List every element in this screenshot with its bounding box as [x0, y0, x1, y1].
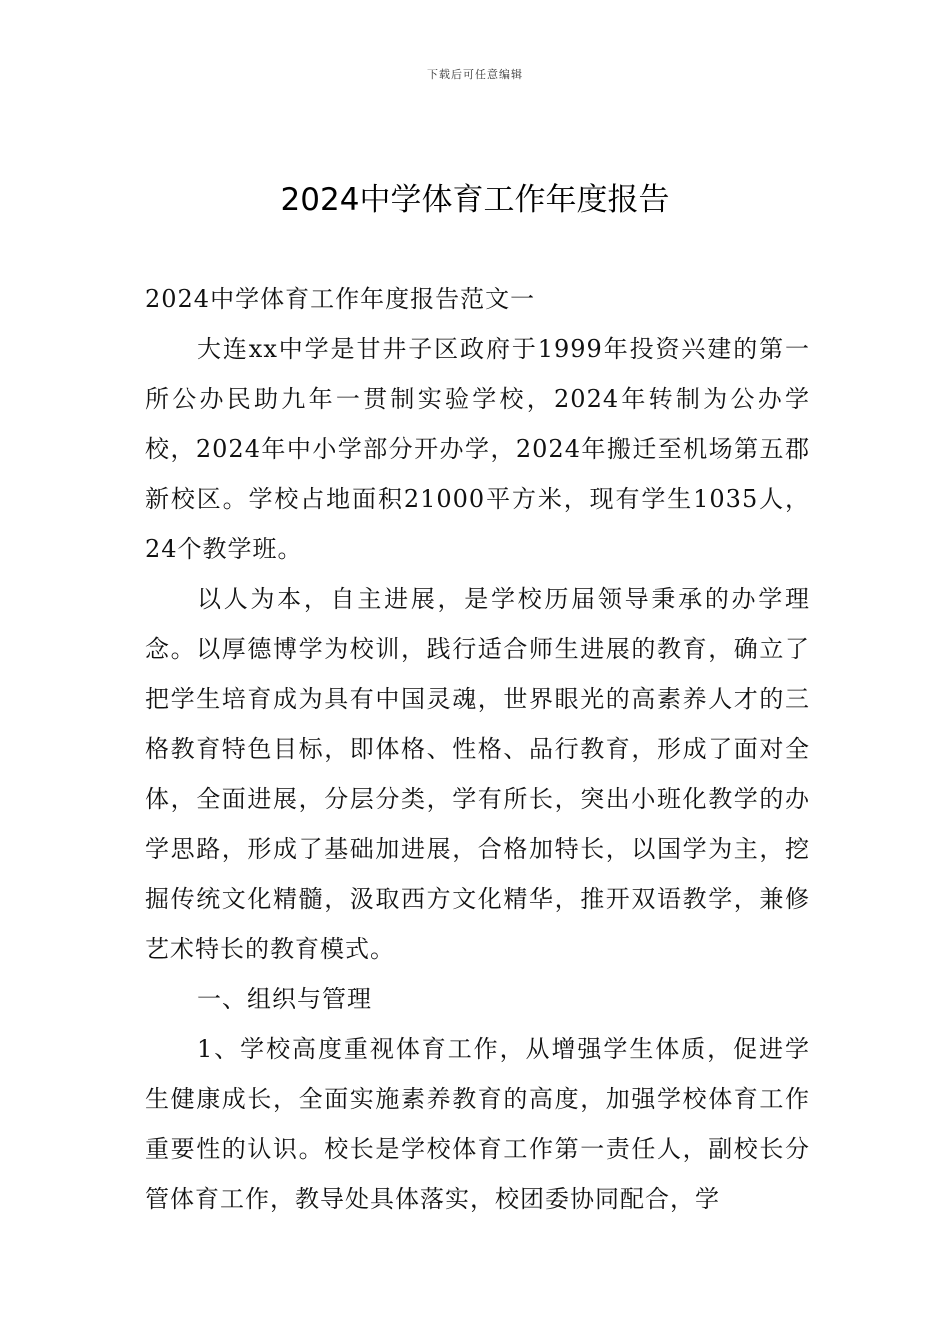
section-heading: 一、组织与管理: [197, 985, 372, 1013]
document-body: [145, 274, 810, 1224]
paragraph-intro: 大连xx中学是甘井子区政府于1999年投资兴建的第一所公办民助九年一贯制实验学校，2024年转制为公办学校，2024年中小学部分开办学，2024年搬迁至机场第五郡新校区。学校占地面积21000平方米，现有学生1035人，24个教学班。: [145, 335, 810, 563]
paragraph-management: 1、学校高度重视体育工作，从增强学生体质，促进学生健康成长，全面实施素养教育的高度，加强学校体育工作重要性的认识。校长是学校体育工作第一责任人，副校长分管体育工作，教导处具体落实，校团委协同配合，学: [145, 1035, 810, 1213]
document-title: 2024中学体育工作年度报告: [280, 182, 670, 218]
paragraph-philosophy: 以人为本，自主进展，是学校历届领导秉承的办学理念。以厚德博学为校训，践行适合师生进展的教育，确立了把学生培育成为具有中国灵魂，世界眼光的高素养人才的三格教育特色目标，即体格、性格、品行教育，形成了面对全体，全面进展，分层分类，学有所长，突出小班化教学的办学思路，形成了基础加进展，合格加特长，以国学为主，挖掘传统文化精髓，汲取西方文化精华，推开双语教学，兼修艺术特长的教育模式。: [145, 585, 810, 963]
header-note: 下载后可任意编辑: [427, 68, 523, 81]
document-subtitle: 2024中学体育工作年度报告范文一: [145, 285, 536, 313]
